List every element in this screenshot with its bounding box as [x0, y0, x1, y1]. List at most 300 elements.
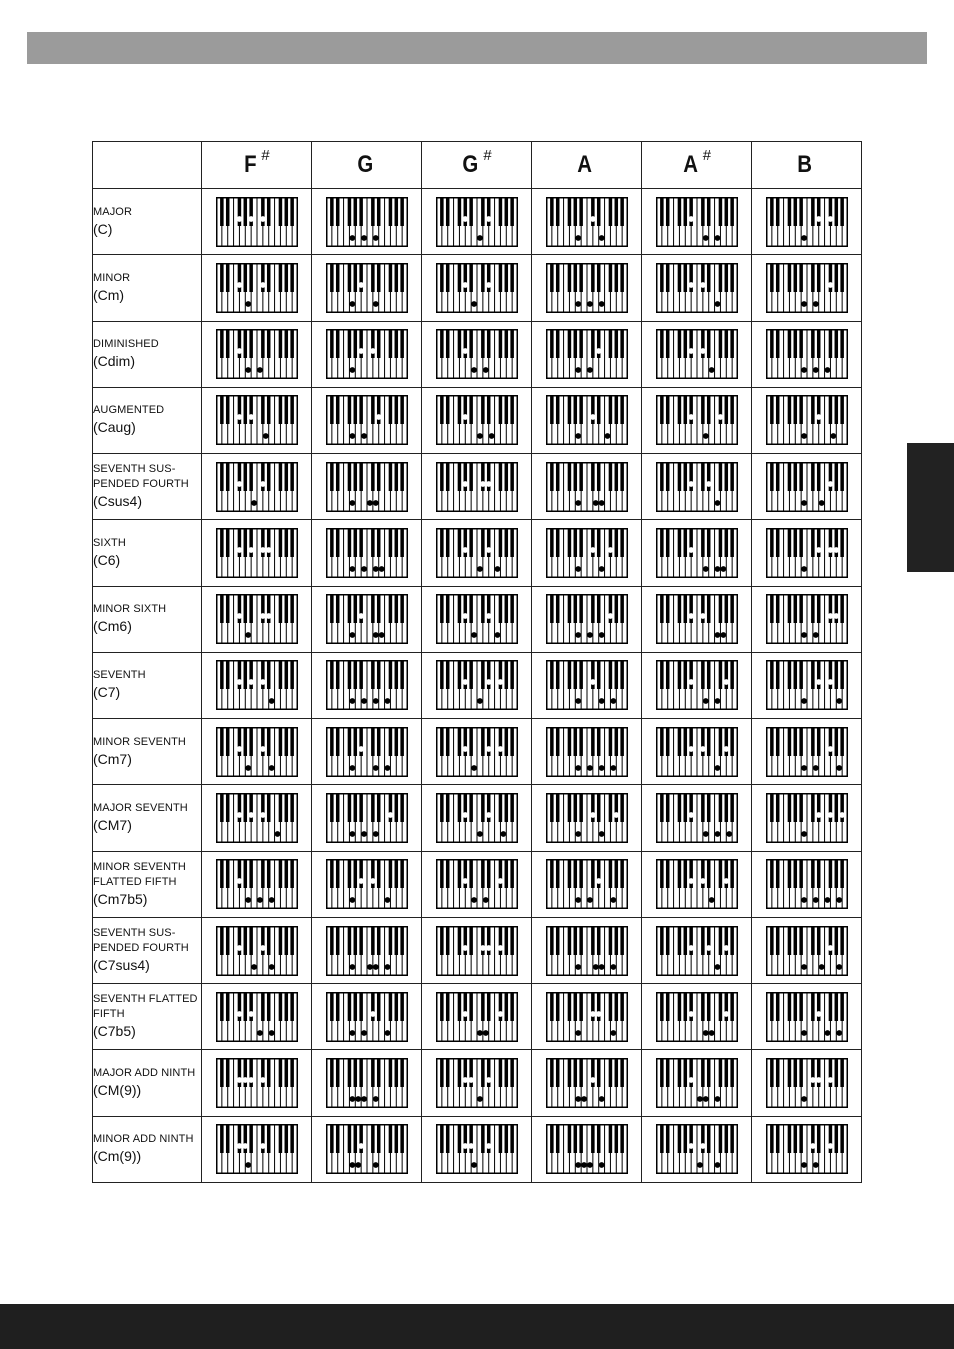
chord-note-dot [801, 699, 806, 704]
black-key [220, 1124, 224, 1153]
black-key [510, 992, 514, 1021]
chord-type-name: MAJOR [93, 205, 132, 218]
black-key [249, 462, 253, 491]
black-key [220, 926, 224, 955]
black-key [359, 197, 363, 226]
chord-note-dot [599, 633, 604, 638]
chord-note-dot [486, 1144, 491, 1149]
chord-type-label [93, 984, 202, 1050]
chord-diagram-cell [642, 917, 752, 983]
chord-note-dot [361, 567, 366, 572]
black-key [724, 594, 728, 623]
chord-note-dot [462, 945, 467, 950]
chord-type-label [93, 387, 202, 453]
chord-note-dot [715, 301, 720, 306]
chord-note-dot [500, 832, 505, 837]
black-key [718, 992, 722, 1021]
chord-note-dot [242, 1078, 247, 1083]
chord-diagram-cell [642, 719, 752, 785]
black-key [249, 859, 253, 888]
keyboard-diagram [766, 992, 848, 1042]
black-key [266, 992, 270, 1021]
chord-note-dot [266, 548, 271, 553]
black-key [261, 395, 265, 424]
black-key [278, 926, 282, 955]
keyboard-diagram [546, 462, 628, 512]
chord-note-dot [700, 879, 705, 884]
black-key [330, 727, 334, 756]
black-key [481, 1058, 485, 1087]
black-key [284, 859, 288, 888]
black-key [770, 859, 774, 888]
black-key [567, 992, 571, 1021]
black-key [510, 926, 514, 955]
chord-note-dot [349, 1030, 354, 1035]
black-key [840, 992, 844, 1021]
chord-note-dot [251, 964, 256, 969]
chord-note-dot [349, 1097, 354, 1102]
chord-diagram-cell [312, 454, 422, 520]
black-key [775, 727, 779, 756]
black-key [660, 793, 664, 822]
keyboard-diagram [546, 1058, 628, 1108]
black-key [811, 197, 815, 226]
chord-diagram-cell [752, 387, 862, 453]
chord-note-dot [248, 1078, 253, 1083]
black-key [550, 528, 554, 557]
black-key [683, 926, 687, 955]
keyboard-diagram [546, 528, 628, 578]
black-key [504, 1058, 508, 1087]
chord-note-dot [688, 548, 693, 553]
black-key [284, 926, 288, 955]
chord-diagram-cell [642, 586, 752, 652]
chord-note-dot [349, 235, 354, 240]
chord-type-label [93, 255, 202, 321]
chord-diagram-cell [312, 1050, 422, 1116]
black-key [353, 660, 357, 689]
black-key [220, 263, 224, 292]
chord-type-name: DIMINISHED [93, 338, 159, 351]
chord-note-dot [819, 500, 824, 505]
chord-note-dot [828, 216, 833, 221]
black-key [243, 528, 247, 557]
black-key [225, 462, 229, 491]
keyboard-diagram [546, 1124, 628, 1174]
black-key [677, 395, 681, 424]
black-key [816, 727, 820, 756]
black-key [706, 197, 710, 226]
chord-note-dot [596, 1011, 601, 1016]
black-key [787, 462, 791, 491]
black-key [353, 859, 357, 888]
black-key [388, 263, 392, 292]
chord-note-dot [486, 216, 491, 221]
black-key [787, 594, 791, 623]
black-key [220, 1058, 224, 1087]
chord-note-dot [688, 813, 693, 818]
chord-note-dot [575, 699, 580, 704]
black-key [249, 329, 253, 358]
black-key [330, 926, 334, 955]
chord-note-dot [688, 1144, 693, 1149]
black-key [440, 528, 444, 557]
black-key [596, 594, 600, 623]
keyboard-diagram [326, 660, 408, 710]
black-key [510, 727, 514, 756]
chord-note-dot [373, 1163, 378, 1168]
chord-note-dot [477, 699, 482, 704]
black-key [683, 197, 687, 226]
chord-note-dot [801, 765, 806, 770]
chord-note-dot [248, 680, 253, 685]
black-key [608, 197, 612, 226]
black-key [579, 1058, 583, 1087]
black-key [591, 329, 595, 358]
black-key [266, 1058, 270, 1087]
black-key [498, 462, 502, 491]
chord-note-dot [376, 415, 381, 420]
black-key [567, 462, 571, 491]
black-key [284, 594, 288, 623]
keyboard-diagram [436, 859, 518, 909]
keyboard-diagram [216, 329, 298, 379]
chord-note-dot [610, 699, 615, 704]
chord-note-dot [703, 832, 708, 837]
black-key [579, 992, 583, 1021]
black-key [793, 528, 797, 557]
keyboard-diagram [656, 528, 738, 578]
black-key [579, 594, 583, 623]
chord-diagram-cell [202, 917, 312, 983]
chord-diagram-cell [752, 1116, 862, 1182]
black-key [388, 859, 392, 888]
black-key [284, 992, 288, 1021]
black-key [677, 197, 681, 226]
black-key [550, 926, 554, 955]
black-key [677, 859, 681, 888]
black-key [730, 727, 734, 756]
black-key [457, 197, 461, 226]
black-key [249, 594, 253, 623]
black-key [683, 528, 687, 557]
black-key [775, 660, 779, 689]
black-key [665, 992, 669, 1021]
chord-note-dot [697, 1163, 702, 1168]
black-key [481, 395, 485, 424]
chord-diagram-cell [642, 189, 752, 255]
black-key [665, 594, 669, 623]
chord-note-dot [810, 1078, 815, 1083]
keyboard-diagram [656, 329, 738, 379]
black-key [481, 727, 485, 756]
black-key [579, 528, 583, 557]
chord-diagram-cell [422, 719, 532, 785]
keyboard-diagram [436, 462, 518, 512]
keyboard-diagram [656, 793, 738, 843]
chord-note-dot [257, 898, 262, 903]
keyboard-diagram [216, 926, 298, 976]
chord-note-dot [839, 813, 844, 818]
chord-diagram-cell [202, 586, 312, 652]
chord-diagram-cell [532, 719, 642, 785]
chord-note-dot [269, 699, 274, 704]
chord-diagram-cell [202, 719, 312, 785]
black-key [220, 660, 224, 689]
chord-note-dot [486, 614, 491, 619]
black-key [440, 594, 444, 623]
black-key [706, 263, 710, 292]
chord-diagram-cell [752, 917, 862, 983]
black-key [284, 660, 288, 689]
chord-symbol: (C) [93, 220, 113, 237]
black-key [770, 594, 774, 623]
black-key [718, 329, 722, 358]
chord-diagram-cell [752, 984, 862, 1050]
keyboard-diagram [546, 992, 628, 1042]
chord-symbol: (Csus4) [93, 493, 143, 510]
keyboard-diagram [326, 462, 408, 512]
black-key [799, 197, 803, 226]
black-key [787, 727, 791, 756]
black-key [457, 793, 461, 822]
black-key [573, 793, 577, 822]
black-key [787, 992, 791, 1021]
black-key [840, 263, 844, 292]
black-key [510, 395, 514, 424]
black-key [353, 1058, 357, 1087]
black-key [799, 594, 803, 623]
keyboard-diagram [546, 329, 628, 379]
black-key [335, 1058, 339, 1087]
black-key [620, 329, 624, 358]
black-key [620, 263, 624, 292]
black-key [388, 462, 392, 491]
black-key [243, 263, 247, 292]
black-key [388, 197, 392, 226]
black-key [555, 727, 559, 756]
black-key [730, 197, 734, 226]
keyboard-diagram [216, 395, 298, 445]
black-key [730, 395, 734, 424]
black-key [376, 793, 380, 822]
black-key [457, 263, 461, 292]
chord-note-dot [703, 699, 708, 704]
chord-note-dot [237, 879, 242, 884]
chord-note-dot [703, 434, 708, 439]
keyboard-diagram [546, 859, 628, 909]
black-key [266, 793, 270, 822]
keyboard-diagram [326, 1124, 408, 1174]
chord-note-dot [462, 879, 467, 884]
black-key [335, 263, 339, 292]
black-key [457, 660, 461, 689]
black-key [400, 727, 404, 756]
black-key [330, 1058, 334, 1087]
black-key [596, 395, 600, 424]
black-key [701, 793, 705, 822]
black-key [770, 329, 774, 358]
chord-note-dot [587, 898, 592, 903]
black-key [608, 793, 612, 822]
keyboard-diagram [656, 594, 738, 644]
black-key [730, 793, 734, 822]
chord-note-dot [237, 945, 242, 950]
black-key [591, 462, 595, 491]
chord-note-dot [816, 548, 821, 553]
black-key [620, 528, 624, 557]
black-key [359, 395, 363, 424]
black-key [573, 1058, 577, 1087]
keyboard-diagram [766, 395, 848, 445]
black-key [486, 329, 490, 358]
black-key [394, 263, 398, 292]
keyboard-diagram [656, 197, 738, 247]
black-key [775, 329, 779, 358]
black-key [498, 263, 502, 292]
black-key [498, 395, 502, 424]
black-key [504, 594, 508, 623]
black-key [834, 660, 838, 689]
black-key [284, 462, 288, 491]
chord-note-dot [237, 1078, 242, 1083]
keyboard-diagram [656, 1124, 738, 1174]
black-key [828, 329, 832, 358]
keyboard-diagram [436, 1124, 518, 1174]
chord-type-label [93, 917, 202, 983]
black-key [371, 926, 375, 955]
chord-diagram-cell [312, 255, 422, 321]
black-key [371, 528, 375, 557]
chord-note-dot [269, 1030, 274, 1035]
chord-note-dot [688, 1011, 693, 1016]
black-key [775, 528, 779, 557]
chord-note-dot [828, 614, 833, 619]
black-key [376, 859, 380, 888]
black-key [718, 1124, 722, 1153]
keyboard-diagram [216, 660, 298, 710]
black-key [828, 992, 832, 1021]
black-key [457, 926, 461, 955]
black-key [330, 594, 334, 623]
black-key [278, 594, 282, 623]
black-key [816, 1124, 820, 1153]
black-key [481, 528, 485, 557]
keyboard-diagram [436, 329, 518, 379]
chord-note-dot [471, 765, 476, 770]
chord-row [93, 719, 862, 785]
chord-note-dot [251, 500, 256, 505]
black-key [573, 594, 577, 623]
keyboard-diagram [766, 793, 848, 843]
chord-note-dot [801, 1163, 806, 1168]
black-key [591, 1124, 595, 1153]
black-key [330, 859, 334, 888]
black-key [376, 1058, 380, 1087]
black-key [376, 329, 380, 358]
keyboard-diagram [326, 1058, 408, 1108]
keyboard-diagram [326, 594, 408, 644]
chord-diagram-cell [202, 387, 312, 453]
keyboard-diagram [436, 992, 518, 1042]
chord-rows [93, 189, 862, 1183]
black-key [290, 793, 294, 822]
black-key [665, 926, 669, 955]
chord-diagram-cell [422, 454, 532, 520]
black-key [799, 1124, 803, 1153]
black-key [394, 727, 398, 756]
chord-note-dot [385, 1030, 390, 1035]
chord-note-dot [260, 1078, 265, 1083]
chord-diagram-cell [532, 851, 642, 917]
chord-diagram-cell [642, 255, 752, 321]
keyboard-diagram [216, 793, 298, 843]
black-key [510, 859, 514, 888]
black-key [775, 462, 779, 491]
chord-note-dot [723, 680, 728, 685]
chord-note-dot [836, 898, 841, 903]
chord-note-dot [477, 1030, 482, 1035]
black-key [347, 1058, 351, 1087]
keyboard-diagram [436, 594, 518, 644]
black-key [706, 1058, 710, 1087]
black-key [376, 992, 380, 1021]
black-key [371, 727, 375, 756]
keyboard-diagram [216, 1124, 298, 1174]
black-key [353, 992, 357, 1021]
black-key [440, 660, 444, 689]
chord-symbol: (Cm6) [93, 618, 132, 635]
black-key [335, 926, 339, 955]
chord-note-dot [468, 1144, 473, 1149]
black-key [660, 992, 664, 1021]
chord-note-dot [483, 1030, 488, 1035]
black-key [706, 727, 710, 756]
chord-note-dot [581, 1097, 586, 1102]
black-key [394, 1058, 398, 1087]
black-key [591, 263, 595, 292]
chord-diagram-cell [422, 321, 532, 387]
black-key [243, 329, 247, 358]
black-key [683, 263, 687, 292]
black-key [376, 660, 380, 689]
black-key [335, 462, 339, 491]
black-key [504, 727, 508, 756]
black-key [683, 395, 687, 424]
chord-note-dot [370, 879, 375, 884]
black-key [290, 926, 294, 955]
black-key [816, 594, 820, 623]
chord-note-dot [723, 746, 728, 751]
chord-note-dot [599, 964, 604, 969]
black-key [579, 859, 583, 888]
chord-diagram-cell [422, 984, 532, 1050]
chord-note-dot [723, 1011, 728, 1016]
black-key [665, 1058, 669, 1087]
chord-note-dot [575, 898, 580, 903]
black-key [278, 395, 282, 424]
chord-note-dot [720, 633, 725, 638]
black-key [614, 528, 618, 557]
chord-diagram-cell [202, 255, 312, 321]
black-key [706, 528, 710, 557]
black-key [359, 528, 363, 557]
black-key [550, 1058, 554, 1087]
black-key [440, 197, 444, 226]
black-key [284, 528, 288, 557]
black-key [775, 594, 779, 623]
black-key [730, 992, 734, 1021]
